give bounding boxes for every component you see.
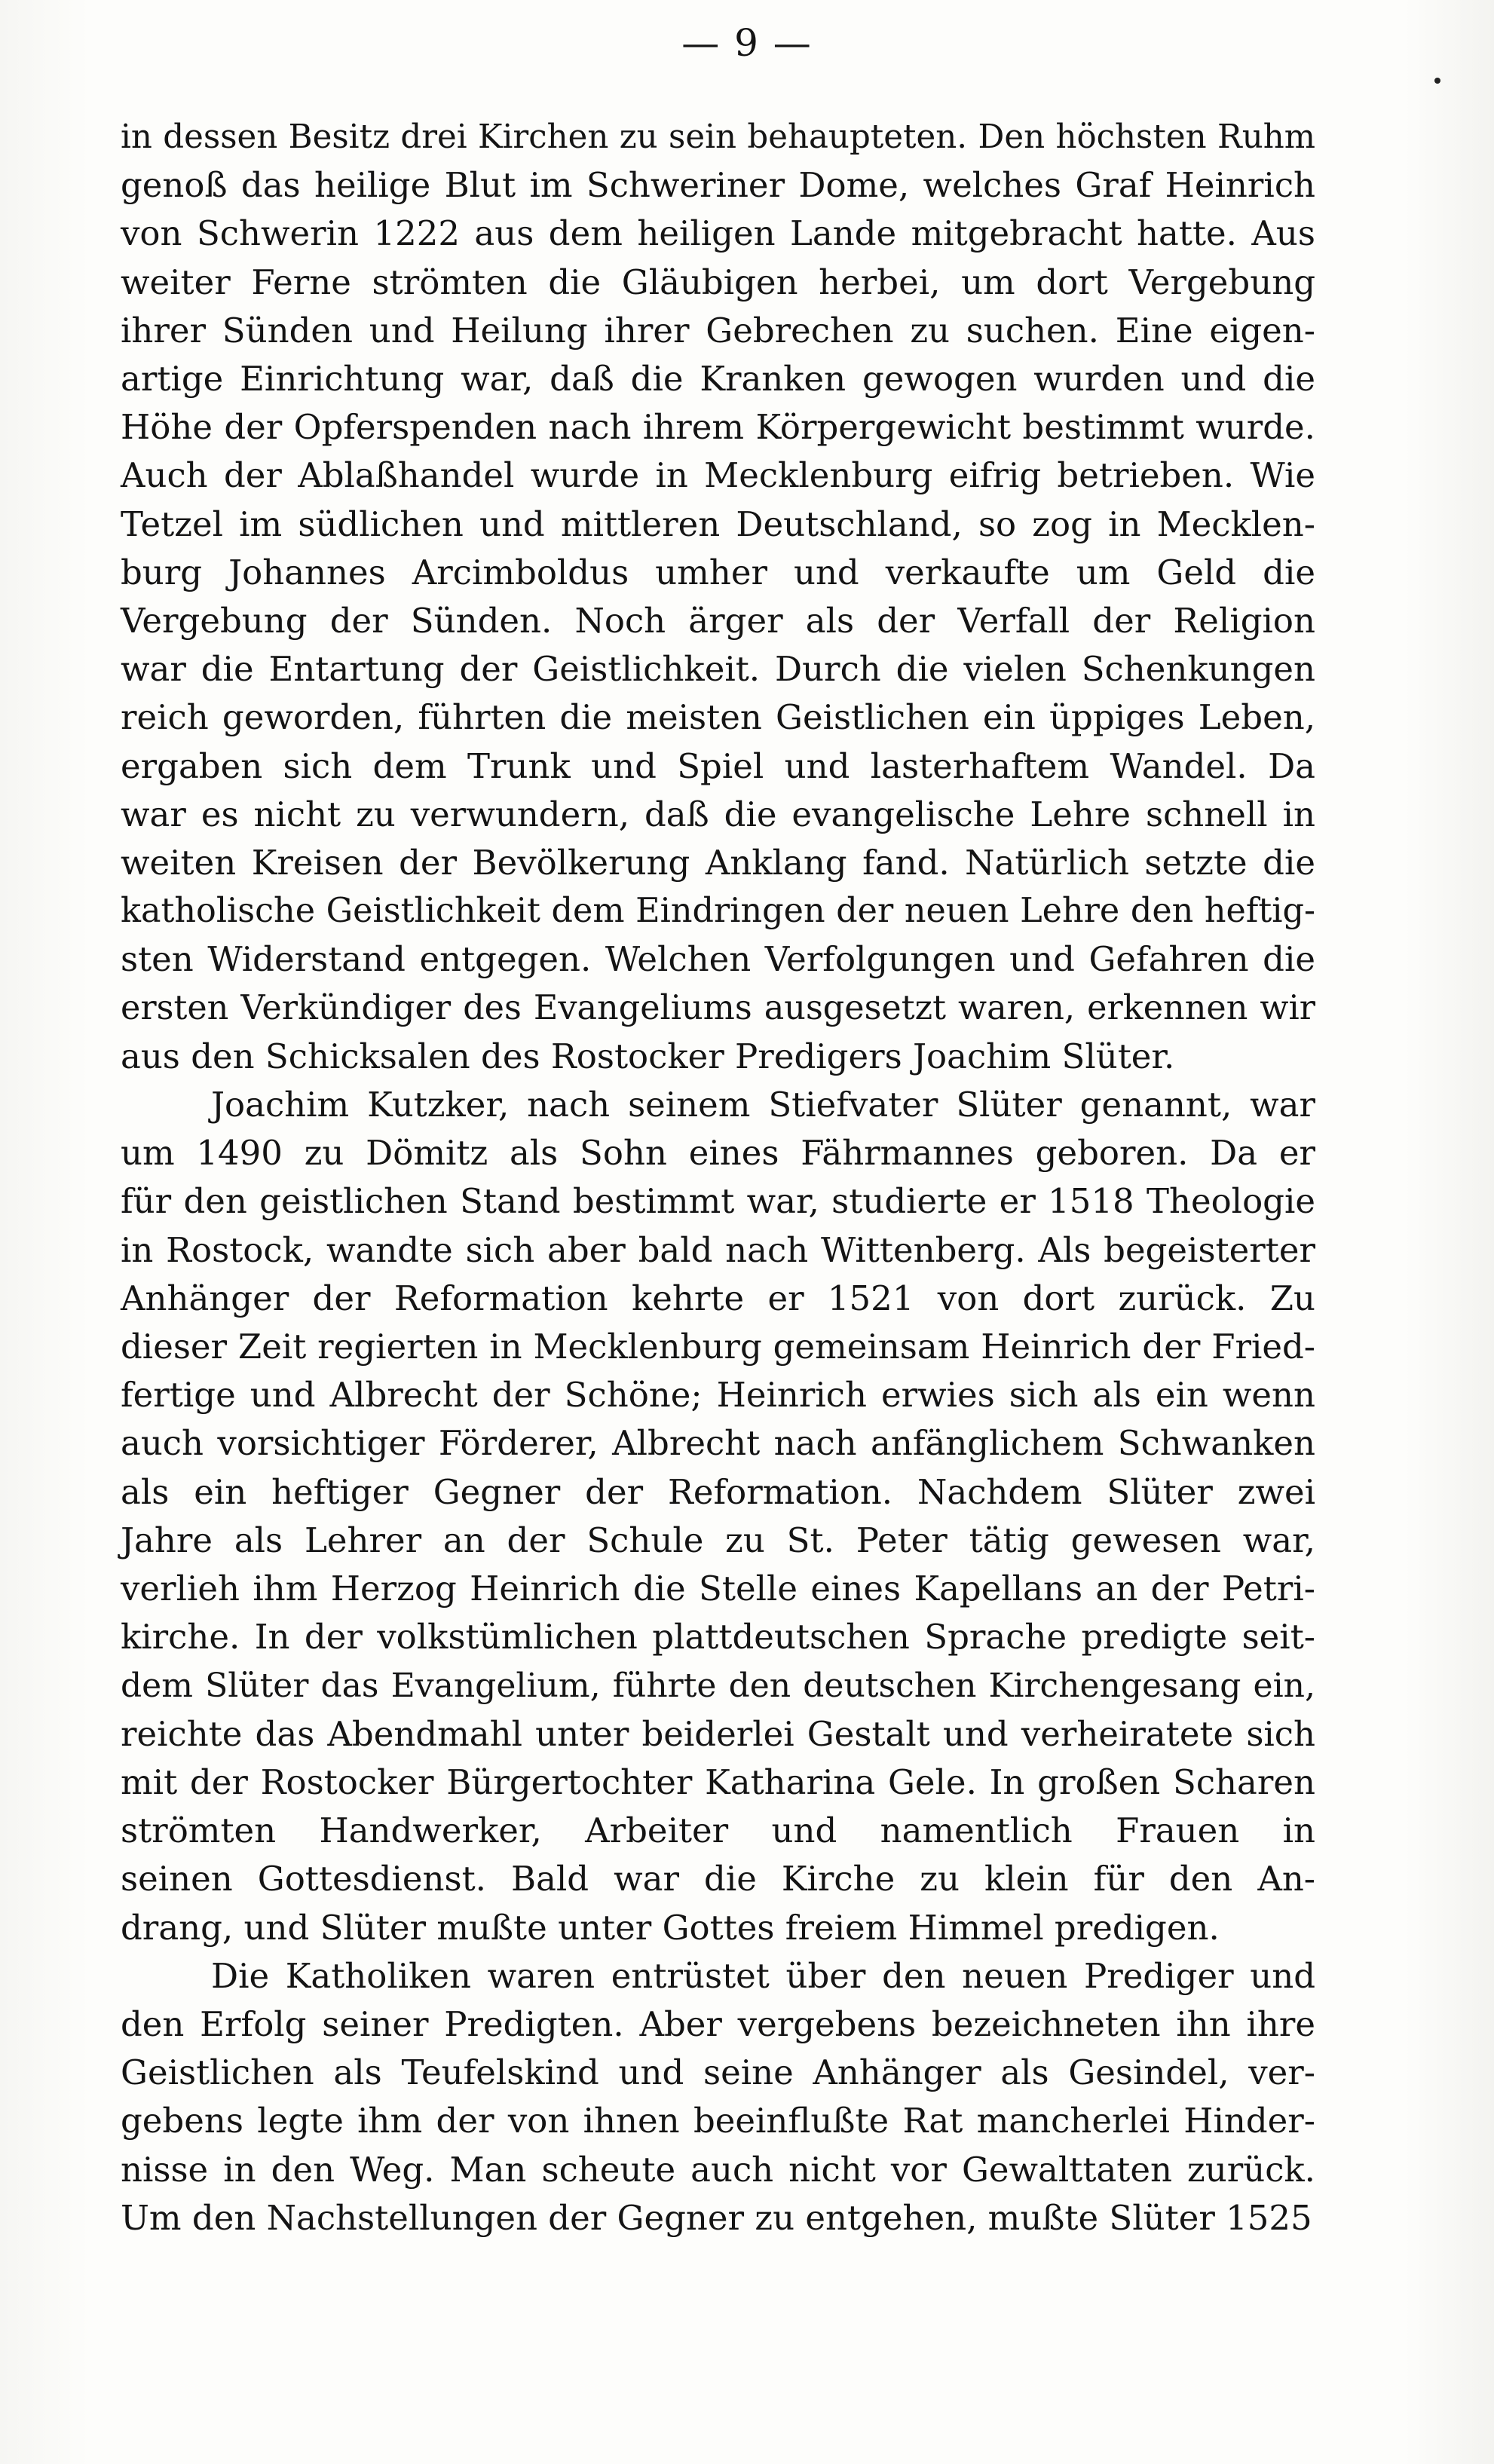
text-line: dem Slüter das Evangelium, führte den deutschen Kirchengesang ein, — [121, 1666, 1315, 1705]
text-line: genoß das heilige Blut im Schweriner Dome, welches Graf Heinrich — [121, 165, 1315, 206]
paragraph — [121, 113, 1315, 1081]
text-line: gebens legte ihm der von ihnen beeinflußte Rat mancherlei Hinder- — [121, 2101, 1315, 2141]
text-line: war die Entartung der Geistlichkeit. Durch die vielen Schenkungen — [121, 649, 1315, 690]
text-line: ergaben sich dem Trunk und Spiel und lasterhaftem Wandel. Da — [121, 745, 1315, 786]
page-number: — 9 — — [681, 21, 813, 65]
text-line: Geistlichen als Teufelskind und seine Anhänger als Gesindel, ver- — [121, 2052, 1315, 2093]
text-line: dieser Zeit regierten in Mecklenburg gemeinsam Heinrich der Fried- — [121, 1327, 1315, 1367]
text-line: seinen Gottesdienst. Bald war die Kirche zu klein für den An- — [121, 1859, 1315, 1899]
text-line: fertige und Albrecht der Schöne; Heinrich erwies sich als ein wenn — [121, 1375, 1315, 1416]
text-line: mit der Rostocker Bürgertochter Katharina Gele. In großen Scharen — [121, 1762, 1315, 1802]
text-line: Um den Nachstellungen der Gegner zu entgehen, mußte Slüter 1525 — [121, 2197, 1312, 2238]
text-line: weiten Kreisen der Bevölkerung Anklang fand. Natürlich setzte die — [121, 843, 1315, 883]
paragraph — [121, 1952, 1315, 2242]
text-line: verlieh ihm Herzog Heinrich die Stelle eines Kapellans an der Petri- — [121, 1569, 1315, 1609]
text-line: Auch der Ablaßhandel wurde in Mecklenburg eifrig betrieben. Wie — [121, 455, 1315, 496]
text-line: ihrer Sünden und Heilung ihrer Gebrechen zu suchen. Eine eigen- — [121, 310, 1315, 350]
text-line: katholische Geistlichkeit dem Eindringen der neuen Lehre den heftig- — [121, 892, 1315, 931]
text-line: aus den Schicksalen des Rostocker Predigers Joachim Slüter. — [121, 1036, 1175, 1076]
text-line: den Erfolg seiner Predigten. Aber vergebens bezeichneten ihn ihre — [121, 2003, 1315, 2044]
text-line: reichte das Abendmahl unter beiderlei Gestalt und verheiratete sich — [121, 1713, 1315, 1754]
text-line: Die Katholiken waren entrüstet über den neuen Prediger und — [211, 1955, 1315, 1996]
text-line: in dessen Besitz drei Kirchen zu sein behaupteten. Den höchsten Ruhm — [121, 118, 1315, 156]
text-line: kirche. In der volkstümlichen plattdeutschen Sprache predigte seit- — [121, 1617, 1315, 1657]
text-line: weiter Ferne strömten die Gläubigen herbei, um dort Vergebung — [121, 262, 1315, 302]
text-line: um 1490 zu Dömitz als Sohn eines Fährmannes geboren. Da er — [121, 1133, 1315, 1174]
body-text — [121, 113, 1315, 2242]
text-line: artige Einrichtung war, daß die Kranken gewogen wurden und die — [121, 359, 1315, 399]
text-line: als ein heftiger Gegner der Reformation. Nachdem Slüter zwei — [121, 1471, 1315, 1512]
text-line: auch vorsichtiger Förderer, Albrecht nach anfänglichem Schwanken — [121, 1423, 1315, 1464]
text-line: Anhänger der Reformation kehrte er 1521 von dort zurück. Zu — [121, 1278, 1315, 1318]
text-line: nisse in den Weg. Man scheute auch nicht vor Gewalttaten zurück. — [121, 2149, 1315, 2190]
text-line: drang, und Slüter mußte unter Gottes freiem Himmel predigen. — [121, 1907, 1220, 1948]
text-line: Jahre als Lehrer an der Schule zu St. Peter tätig gewesen war, — [121, 1520, 1315, 1560]
text-line: Höhe der Opferspenden nach ihrem Körpergewicht bestimmt wurde. — [121, 407, 1315, 448]
text-line: Tetzel im südlichen und mittleren Deutschland, so zog in Mecklen- — [121, 504, 1315, 544]
text-line: war es nicht zu verwundern, daß die evangelische Lehre schnell in — [121, 794, 1315, 834]
text-line: sten Widerstand entgegen. Welchen Verfolgungen und Gefahren die — [121, 939, 1315, 980]
paragraph — [121, 1081, 1315, 1952]
text-line: in Rostock, wandte sich aber bald nach Wittenberg. Als begeisterter — [121, 1229, 1315, 1270]
text-line: ersten Verkündiger des Evangeliums ausgesetzt waren, erkennen wir — [121, 988, 1315, 1027]
text-line: reich geworden, führten die meisten Geistlichen ein üppiges Leben, — [121, 697, 1315, 738]
text-line: für den geistlichen Stand bestimmt war, studierte er 1518 Theologie — [121, 1181, 1315, 1222]
ink-speck — [1434, 78, 1440, 84]
text-line: von Schwerin 1222 aus dem heiligen Lande mitgebracht hatte. Aus — [121, 213, 1315, 254]
text-line: Joachim Kutzker, nach seinem Stiefvater Slüter genannt, war — [211, 1085, 1315, 1125]
text-line: burg Johannes Arcimboldus umher und verkaufte um Geld die — [121, 552, 1315, 592]
text-line: Vergebung der Sünden. Noch ärger als der Verfall der Religion — [121, 601, 1315, 641]
text-line: strömten Handwerker, Arbeiter und namentlich Frauen in — [121, 1811, 1315, 1851]
